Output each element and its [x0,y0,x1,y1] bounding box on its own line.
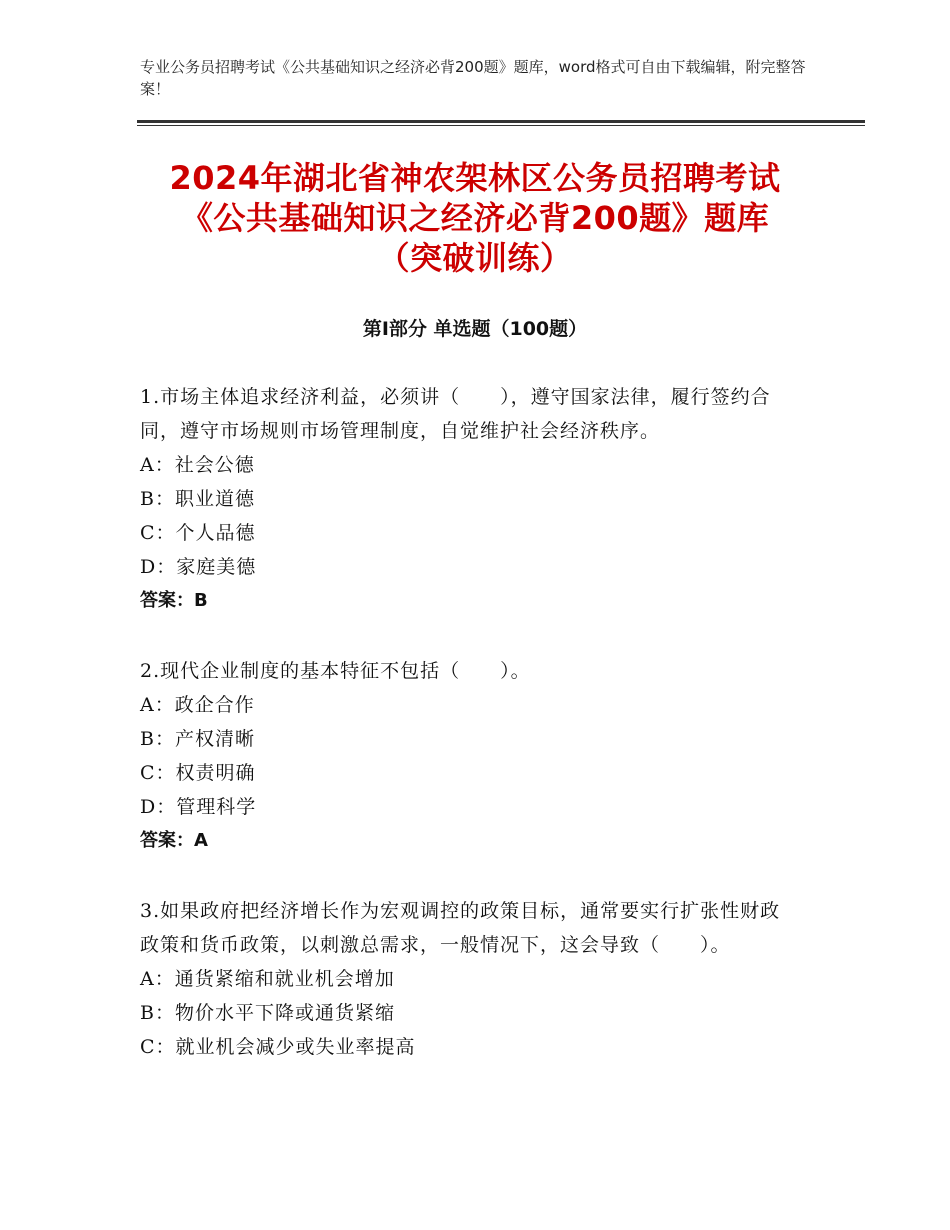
header-divider-thick [137,120,865,123]
question-stem: 2.现代企业制度的基本特征不包括（ ）。 [140,660,531,682]
option-c: C：个人品德 [140,522,256,544]
option-c: C：权责明确 [140,762,256,784]
question-list [140,380,800,1100]
question-2 [140,654,800,858]
title-line-3: （突破训练） [377,239,573,277]
header-note: 专业公务员招聘考试《公共基础知识之经济必背200题》题库，word格式可自由下载编辑，附完整答案！ [140,58,806,98]
option-d: D：管理科学 [140,796,257,818]
answer: 答案：A [140,830,208,851]
option-a: A：政企合作 [140,694,255,716]
option-d: D：家庭美德 [140,556,257,578]
header-divider-thin [137,125,865,126]
option-b: B：产权清晰 [140,728,255,750]
option-a: A：通货紧缩和就业机会增加 [140,968,395,990]
document-title [0,158,950,278]
option-b: B：物价水平下降或通货紧缩 [140,1002,395,1024]
question-1 [140,380,800,618]
option-b: B：职业道德 [140,488,255,510]
title-line-2: 《公共基础知识之经济必背200题》题库 [180,199,770,237]
answer: 答案：B [140,590,208,611]
section-title: 第Ⅰ部分 单选题（100题） [362,318,588,340]
question-stem: 3.如果政府把经济增长作为宏观调控的政策目标，通常要实行扩张性财政政策和货币政策，以刺激总需求，一般情况下，这会导致（ ）。 [140,900,781,956]
question-3 [140,894,800,1064]
option-c: C：就业机会减少或失业率提高 [140,1036,416,1058]
question-stem: 1.市场主体追求经济利益，必须讲（ ），遵守国家法律，履行签约合同，遵守市场规则市场管理制度，自觉维护社会经济秩序。 [140,386,771,442]
option-a: A：社会公德 [140,454,255,476]
title-line-1: 2024年湖北省神农架林区公务员招聘考试 [169,159,781,197]
